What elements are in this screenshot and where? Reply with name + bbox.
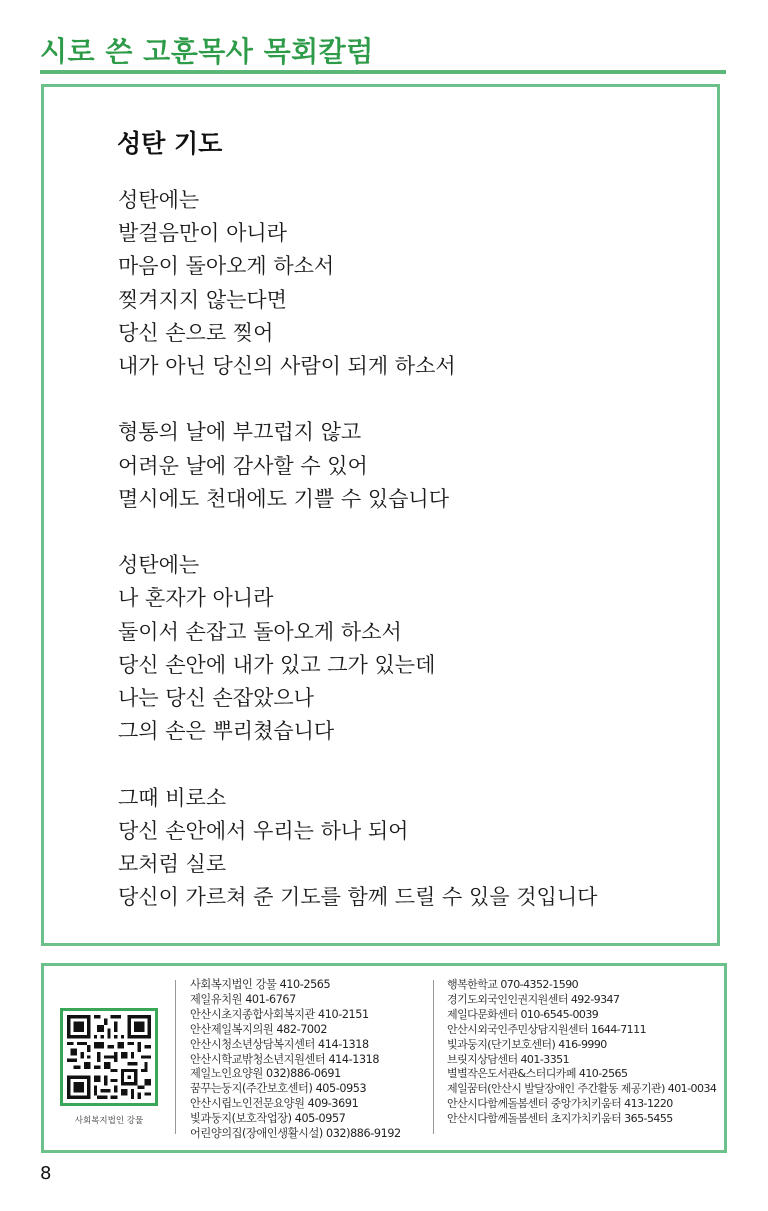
contact-item: 사회복지법인 강물 410-2565 xyxy=(190,978,331,991)
qr-code[interactable] xyxy=(60,1008,158,1106)
poem-stanza-3 xyxy=(118,549,718,748)
contact-item: 브릿지상담센터 401-3351 xyxy=(447,1052,570,1066)
poem-line: 어려운 날에 감사할 수 있어 xyxy=(118,453,368,478)
poem-line: 나 혼자가 아니라 xyxy=(118,586,274,611)
poem-line: 당신 손안에서 우리는 하나 되어 xyxy=(118,818,409,843)
contact-item: 제일유치원 401-6767 xyxy=(190,992,296,1006)
poem-line: 멸시에도 천대에도 기쁠 수 있습니다 xyxy=(118,486,449,511)
poem-line: 성탄에는 xyxy=(118,188,200,212)
contact-item: 안산시외국인주민상담지원센터 1644-7111 xyxy=(447,1022,647,1036)
page-number: 8 xyxy=(40,1163,52,1184)
contact-item: 안산시초지종합사회복지관 410-2151 xyxy=(190,1007,369,1021)
contact-item: 어린양의집(장애인생활시설) 032)886-9192 xyxy=(190,1127,401,1141)
contact-item: 제일다문화센터 010-6545-0039 xyxy=(447,1007,599,1021)
poem-line: 발걸음만이 아니라 xyxy=(118,221,287,246)
poem-line: 둘이서 손잡고 돌아오게 하소서 xyxy=(118,619,402,644)
poem-line: 형통의 날에 부끄럽지 않고 xyxy=(118,420,362,445)
poem-line: 모처럼 실로 xyxy=(118,852,227,877)
contact-item: 안산시다함께돌봄센터 초지가치키움터 365-5455 xyxy=(447,1112,673,1126)
poem-stanza-4 xyxy=(118,782,718,915)
poem-line: 당신 손안에 내가 있고 그가 있는데 xyxy=(118,652,436,677)
contact-list-left xyxy=(190,978,401,1142)
header-rule xyxy=(40,70,726,74)
column-divider xyxy=(433,980,434,1134)
contact-item: 안산시다함께돌봄센터 중앙가치키움터 413-1220 xyxy=(447,1097,673,1111)
poem-stanza-1 xyxy=(118,184,718,383)
contact-item: 별별작은도서관&스터디카페 410-2565 xyxy=(447,1067,628,1081)
poem-line: 내가 아닌 당신의 사람이 되게 하소서 xyxy=(118,354,456,379)
contact-item: 꿈꾸는둥지(주간보호센터) 405-0953 xyxy=(190,1082,367,1096)
contact-item: 제일꿈터(안산시 발달장애인 주간활동 제공기관) 401-0034 xyxy=(447,1082,717,1096)
contact-item: 안산시학교밖청소년지원센터 414-1318 xyxy=(190,1052,380,1066)
contact-item: 행복한학교 070-4352-1590 xyxy=(447,978,579,991)
qr-caption: 사회복지법인 강물 xyxy=(74,1116,144,1126)
contact-item: 경기도외국인인권지원센터 492-9347 xyxy=(447,992,620,1006)
poem-line: 그의 손은 뿌리쳤습니다 xyxy=(118,719,335,744)
column-header-title: 시로 쓴 고훈목사 목회칼럼 xyxy=(40,35,374,68)
contact-item: 안산제일복지의원 482-7002 xyxy=(190,1022,328,1036)
contact-list-right xyxy=(447,978,716,1127)
poem-line: 찢겨지지 않는다면 xyxy=(118,287,287,312)
poem-line: 당신이 가르쳐 준 기도를 함께 드릴 수 있을 것입니다 xyxy=(118,885,598,910)
contact-item: 안산시립노인전문요양원 409-3691 xyxy=(190,1097,359,1111)
contact-item: 제일노인요양원 032)886-0691 xyxy=(190,1067,341,1081)
contact-item: 빛과둥지(보호작업장) 405-0957 xyxy=(190,1112,346,1126)
poem-line: 그때 비로소 xyxy=(118,785,227,810)
contact-item: 안산시청소년상담복지센터 414-1318 xyxy=(190,1037,369,1051)
contact-item: 빛과둥지(단기보호센터) 416-9990 xyxy=(447,1037,607,1051)
poem-body xyxy=(118,184,718,914)
poem-line: 마음이 돌아오게 하소서 xyxy=(118,254,335,279)
poem-line: 나는 당신 손잡았으나 xyxy=(118,686,314,711)
qr-code-icon xyxy=(67,1015,151,1099)
poem-line: 당신 손으로 찢어 xyxy=(118,320,274,345)
poem-title: 성탄 기도 xyxy=(117,129,223,158)
qr-divider xyxy=(175,980,176,1134)
poem-line: 성탄에는 xyxy=(118,553,200,578)
poem-stanza-2 xyxy=(118,416,718,516)
